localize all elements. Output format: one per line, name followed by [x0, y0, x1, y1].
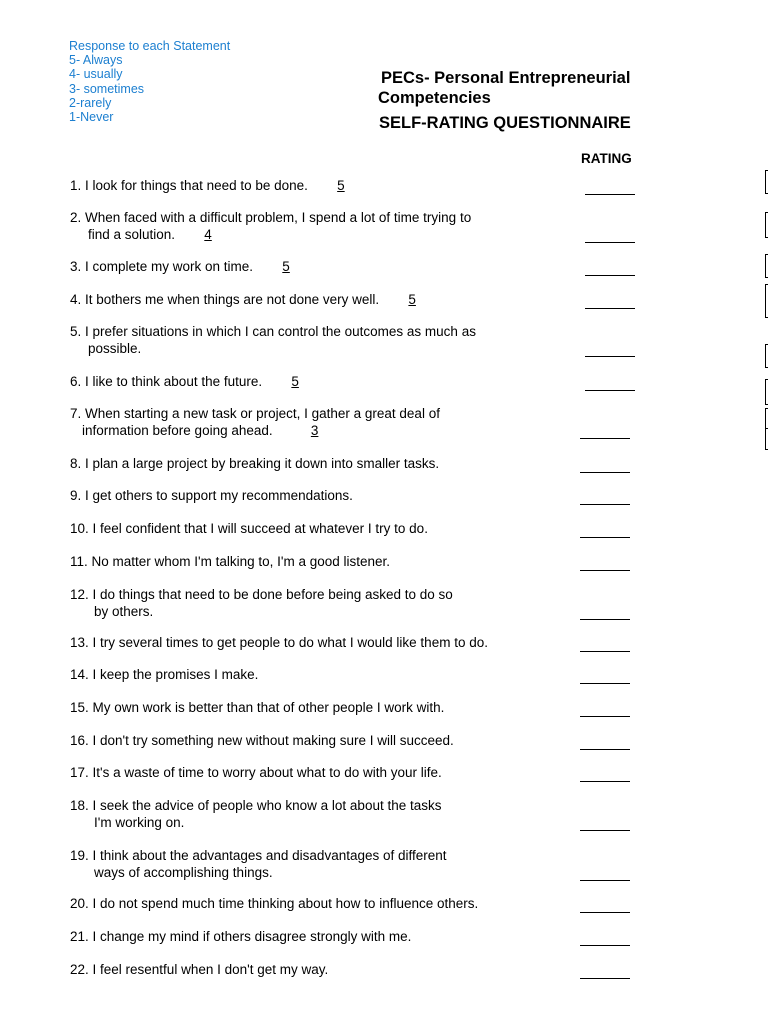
question-14 [70, 667, 258, 684]
question-text-continued: find a solution. 4 [70, 227, 471, 244]
question-text: 12. I do things that need to be done before being asked to do so [70, 587, 453, 602]
question-text: 2. When faced with a difficult problem, I spend a lot of time trying to [70, 210, 472, 225]
response-legend [69, 39, 230, 124]
rating-blank[interactable] [580, 650, 630, 652]
rating-blank[interactable] [580, 748, 630, 750]
question-text: 9. I get others to support my recommendations. [70, 488, 353, 503]
question-18 [70, 798, 442, 831]
question-19 [70, 848, 447, 881]
question-15 [70, 700, 444, 717]
question-9 [70, 488, 353, 505]
page-subtitle: SELF-RATING QUESTIONNAIRE [379, 114, 631, 132]
question-text: 22. I feel resentful when I don't get my way. [70, 962, 329, 977]
rating-blank[interactable] [585, 307, 635, 309]
question-16 [70, 733, 454, 750]
rating-blank[interactable] [585, 355, 635, 357]
question-8 [70, 456, 439, 473]
question-text: 20. I do not spend much time thinking about how to influence others. [70, 896, 479, 911]
question-text: 13. I try several times to get people to do what I would like them to do. [70, 635, 488, 650]
question-7 [70, 406, 440, 439]
question-20 [70, 896, 478, 913]
rating-blank[interactable] [580, 471, 630, 473]
legend-item: 2-rarely [69, 95, 112, 110]
inline-answer: 5 [337, 178, 345, 193]
question-text-continued: information before going ahead. 3 [70, 423, 440, 440]
inline-answer: 4 [204, 226, 212, 242]
question-text: 1. I look for things that need to be done. [70, 178, 308, 193]
question-text-continued: ways of accomplishing things. [94, 864, 273, 880]
question-text-continued: possible. [88, 340, 142, 356]
question-3 [70, 259, 309, 276]
question-text: 21. I change my mind if others disagree strongly with me. [70, 929, 412, 944]
legend-heading: Response to each Statement [69, 39, 231, 53]
rating-blank[interactable] [580, 944, 630, 946]
question-text: 6. I like to think about the future. [70, 374, 263, 389]
rating-blank[interactable] [585, 193, 635, 195]
question-2 [70, 210, 471, 243]
question-6 [70, 374, 318, 391]
question-21 [70, 929, 411, 946]
question-11 [70, 554, 390, 571]
question-text-continued: I'm working on. [94, 814, 185, 830]
rating-blank[interactable] [585, 241, 635, 243]
question-10 [70, 521, 428, 538]
question-text: 14. I keep the promises I make. [70, 667, 259, 682]
question-12 [70, 587, 453, 620]
inline-answer: 5 [282, 259, 290, 274]
rating-blank[interactable] [580, 503, 630, 505]
inline-answer: 5 [291, 374, 299, 389]
rating-blank[interactable] [585, 274, 635, 276]
rating-blank[interactable] [580, 911, 630, 913]
question-text: 10. I feel confident that I will succeed at whatever I try to do. [70, 521, 428, 536]
inline-answer: 3 [310, 422, 319, 438]
rating-blank[interactable] [580, 977, 630, 979]
question-text: 15. My own work is better than that of other people I work with. [70, 700, 445, 715]
question-13 [70, 635, 488, 652]
question-text: 3. I complete my work on time. [70, 259, 254, 274]
rating-blank[interactable] [580, 715, 630, 717]
inline-answer: 5 [408, 292, 416, 307]
question-text: 5. I prefer situations in which I can control the outcomes as much as [70, 324, 476, 339]
question-text: 18. I seek the advice of people who know a lot about the tasks [70, 798, 442, 813]
question-text: 4. It bothers me when things are not done very well. [70, 292, 380, 307]
question-text-continued: by others. [94, 603, 154, 619]
rating-blank[interactable] [580, 879, 630, 881]
rating-blank[interactable] [580, 536, 630, 538]
rating-column-header: RATING [581, 151, 632, 166]
rating-blank[interactable] [580, 569, 630, 571]
legend-item: 1-Never [69, 110, 114, 125]
legend-item: 4- usually [69, 67, 123, 82]
rating-blank[interactable] [580, 437, 630, 439]
question-text: 19. I think about the advantages and disadvantages of different [70, 848, 447, 863]
legend-item: 5- Always [69, 53, 123, 68]
question-text: 17. It's a waste of time to worry about what to do with your life. [70, 765, 442, 780]
rating-blank[interactable] [580, 829, 630, 831]
question-text: 7. When starting a new task or project, I gather a great deal of [70, 406, 440, 421]
question-17 [70, 765, 442, 782]
question-4 [70, 292, 435, 309]
question-1 [70, 178, 364, 195]
rating-blank[interactable] [580, 780, 630, 782]
question-5 [70, 324, 476, 357]
question-text: 11. No matter whom I'm talking to, I'm a good listener. [70, 554, 391, 569]
rating-blank[interactable] [580, 618, 630, 620]
question-text: 16. I don't try something new without making sure I will succeed. [70, 733, 454, 748]
page-title-line2: Competencies [378, 89, 491, 107]
page-title: PECs- Personal Entrepreneurial [381, 69, 631, 87]
rating-blank[interactable] [580, 682, 630, 684]
question-22 [70, 962, 328, 979]
rating-blank[interactable] [585, 389, 635, 391]
legend-item: 3- sometimes [69, 81, 145, 96]
question-text: 8. I plan a large project by breaking it down into smaller tasks. [70, 456, 440, 471]
